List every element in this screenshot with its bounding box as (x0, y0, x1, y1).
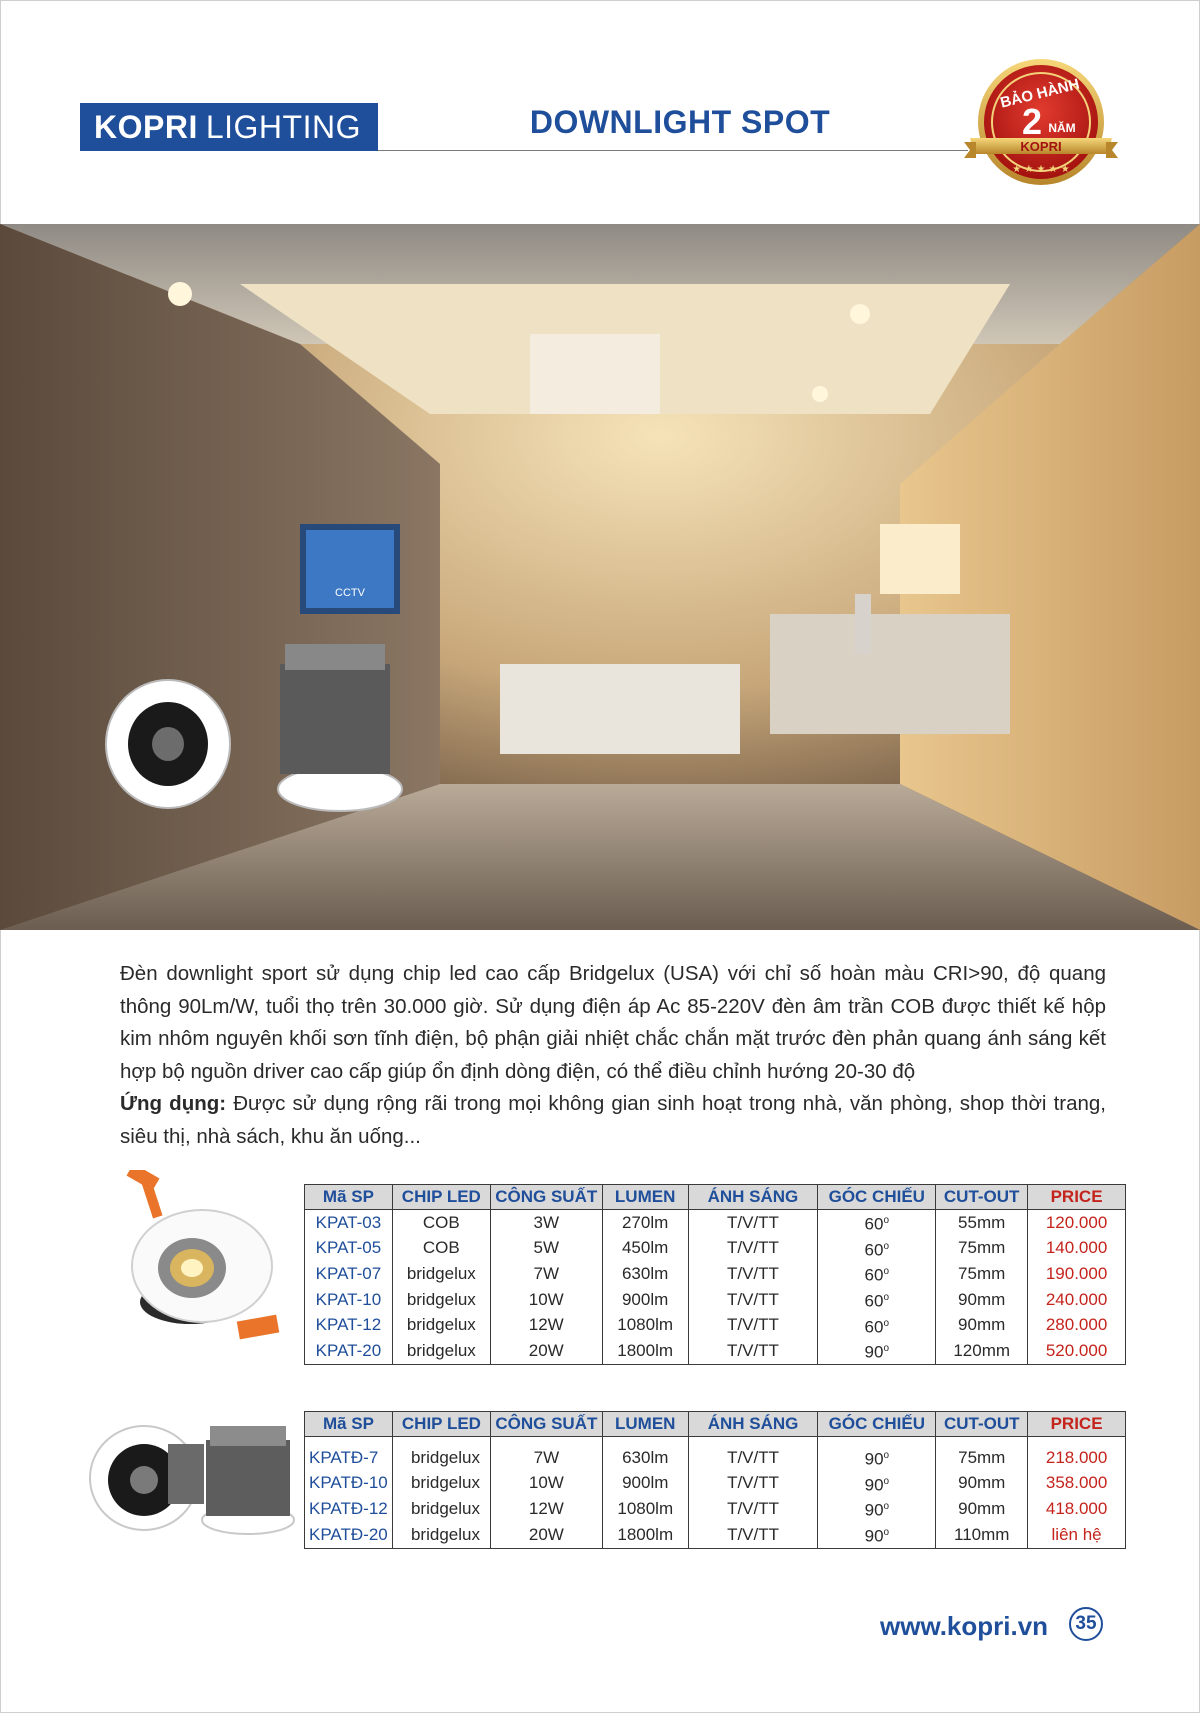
badge-brand: KOPRI (1020, 139, 1062, 154)
beam-angle-cell (818, 1496, 936, 1522)
header-cong-suat: CÔNG SUẤT (490, 1185, 602, 1210)
degree-symbol: o (883, 1475, 890, 1487)
light-color-cell: T/V/TT (688, 1287, 818, 1313)
product-code-cell: KPAT-05 (315, 1238, 382, 1258)
product-code-cell: KPAT-10 (315, 1289, 382, 1309)
table-row (305, 1236, 1126, 1262)
light-color-cell: T/V/TT (688, 1496, 818, 1522)
chip-led-cell: bridgelux (392, 1338, 490, 1364)
lumen-cell: 1080lm (602, 1313, 688, 1339)
angle-value: 90 (864, 1500, 884, 1520)
beam-angle-cell (818, 1437, 936, 1471)
product-code-cell: KPATĐ-10 (309, 1473, 388, 1493)
header-goc-chieu: GÓC CHIẾU (818, 1185, 936, 1210)
page-number: 35 (1069, 1607, 1103, 1641)
cut-out-cell: 90mm (936, 1287, 1028, 1313)
degree-symbol: o (883, 1240, 890, 1252)
table-row (305, 1313, 1126, 1339)
product-code-cell: KPAT-07 (315, 1264, 382, 1284)
header-lumen: LUMEN (602, 1185, 688, 1210)
price-cell: 240.000 (1028, 1287, 1126, 1313)
degree-symbol: o (883, 1291, 890, 1303)
price-cell: liên hệ (1028, 1522, 1126, 1548)
lumen-cell: 630lm (602, 1261, 688, 1287)
beam-angle-cell (818, 1287, 936, 1313)
cut-out-cell: 75mm (936, 1437, 1028, 1471)
website-link[interactable]: www.kopri.vn (880, 1611, 1049, 1641)
description-paragraph: Đèn downlight sport sử dụng chip led cao cấp Bridgelux (USA) với chỉ số hoàn màu CRI>90, độ quang thông 90Lm/W, tuổi thọ trên 30.000 giờ. Sử dụng điện áp Ac 85-220V đèn âm trần COB được thiết kế hộp kim nhôm nguyên khối sơn tĩnh điện, bộ phận giải nhiệt chắc chắn mặt trước đèn phản quang ánh sáng kết hợp bộ nguồn driver cao cấp giúp ổn định dòng điện, có thể điều chỉnh hướng 20-30 độ (120, 962, 1106, 1083)
lumen-cell: 900lm (602, 1287, 688, 1313)
power-cell: 7W (490, 1261, 602, 1287)
header-ma-sp: Mã SP (305, 1185, 393, 1210)
header-ma-sp: Mã SP (305, 1412, 393, 1437)
light-color-cell: T/V/TT (688, 1338, 818, 1364)
header-chip-led: CHIP LED (392, 1412, 490, 1437)
product-code-cell: KPAT-12 (315, 1315, 382, 1335)
price-cell: 520.000 (1028, 1338, 1126, 1364)
price-cell: 418.000 (1028, 1496, 1126, 1522)
header-cut-out: CUT-OUT (936, 1185, 1028, 1210)
price-cell: 218.000 (1028, 1437, 1126, 1471)
badge-unit: NĂM (1048, 121, 1076, 135)
chip-led-cell: bridgelux (392, 1496, 490, 1522)
angle-value: 60 (864, 1265, 884, 1285)
degree-symbol: o (883, 1317, 890, 1329)
power-cell: 20W (490, 1522, 602, 1548)
light-color-cell: T/V/TT (688, 1437, 818, 1471)
power-cell: 12W (490, 1313, 602, 1339)
power-cell: 20W (490, 1338, 602, 1364)
price-cell: 280.000 (1028, 1313, 1126, 1339)
power-cell: 12W (490, 1496, 602, 1522)
beam-angle-cell (818, 1210, 936, 1236)
spec-table-kpatd (304, 1411, 1126, 1549)
header-goc-chieu: GÓC CHIẾU (818, 1412, 936, 1437)
price-cell: 120.000 (1028, 1210, 1126, 1236)
light-color-cell: T/V/TT (688, 1236, 818, 1262)
beam-angle-cell (818, 1338, 936, 1364)
chip-led-cell: bridgelux (392, 1437, 490, 1471)
cut-out-cell: 75mm (936, 1261, 1028, 1287)
lumen-cell: 1800lm (602, 1338, 688, 1364)
lumen-cell: 1080lm (602, 1496, 688, 1522)
application-label: Ứng dụng: (120, 1092, 227, 1115)
chip-led-cell: bridgelux (392, 1287, 490, 1313)
lumen-cell: 450lm (602, 1236, 688, 1262)
cut-out-cell: 90mm (936, 1313, 1028, 1339)
cut-out-cell: 120mm (936, 1338, 1028, 1364)
table-row (305, 1496, 1126, 1522)
beam-angle-cell (818, 1522, 936, 1548)
table-header-row (305, 1412, 1126, 1437)
badge-line1: BẢO HÀNH (998, 75, 1082, 112)
page-title: DOWNLIGHT SPOT (529, 104, 831, 140)
beam-angle-cell (818, 1471, 936, 1497)
brand-bold: KOPRI (94, 108, 198, 145)
table-header-row (305, 1185, 1126, 1210)
cut-out-cell: 90mm (936, 1471, 1028, 1497)
degree-symbol: o (883, 1266, 890, 1278)
chip-led-cell: COB (392, 1210, 490, 1236)
beam-angle-cell (818, 1313, 936, 1339)
product-code-cell: KPATĐ-12 (309, 1499, 388, 1519)
brand-logo (80, 103, 378, 151)
warranty-badge (962, 58, 1120, 192)
price-cell: 140.000 (1028, 1236, 1126, 1262)
angle-value: 60 (864, 1291, 884, 1311)
degree-symbol: o (883, 1450, 890, 1461)
table-row (305, 1287, 1126, 1313)
table-row (305, 1210, 1126, 1236)
price-cell: 190.000 (1028, 1261, 1126, 1287)
header-lumen: LUMEN (602, 1412, 688, 1437)
chip-led-cell: bridgelux (392, 1261, 490, 1287)
chip-led-cell: COB (392, 1236, 490, 1262)
power-cell: 10W (490, 1471, 602, 1497)
degree-symbol: o (883, 1343, 890, 1355)
angle-value: 90 (864, 1526, 884, 1546)
lumen-cell: 270lm (602, 1210, 688, 1236)
table-row (305, 1338, 1126, 1364)
brand-light: LIGHTING (205, 108, 361, 145)
table-row (305, 1522, 1126, 1548)
angle-value: 90 (864, 1449, 884, 1469)
cut-out-cell: 90mm (936, 1496, 1028, 1522)
product-description (120, 958, 1106, 1153)
header-price: PRICE (1028, 1185, 1126, 1210)
cut-out-cell: 75mm (936, 1236, 1028, 1262)
cut-out-cell: 55mm (936, 1210, 1028, 1236)
angle-value: 60 (864, 1317, 884, 1337)
light-color-cell: T/V/TT (688, 1210, 818, 1236)
lumen-cell: 900lm (602, 1471, 688, 1497)
product-code-cell: KPAT-03 (315, 1212, 382, 1232)
header-anh-sang: ÁNH SÁNG (688, 1412, 818, 1437)
degree-symbol: o (883, 1215, 890, 1226)
chip-led-cell: bridgelux (392, 1313, 490, 1339)
header-cut-out: CUT-OUT (936, 1412, 1028, 1437)
badge-number: 2 (1021, 101, 1043, 142)
beam-angle-cell (818, 1236, 936, 1262)
power-cell: 10W (490, 1287, 602, 1313)
product-image-kpat (120, 1170, 290, 1352)
angle-value: 90 (864, 1342, 884, 1362)
light-color-cell: T/V/TT (688, 1313, 818, 1339)
beam-angle-cell (818, 1261, 936, 1287)
lumen-cell: 1800lm (602, 1522, 688, 1548)
header-cong-suat: CÔNG SUẤT (490, 1412, 602, 1437)
degree-symbol: o (883, 1501, 890, 1513)
power-cell: 5W (490, 1236, 602, 1262)
light-color-cell: T/V/TT (688, 1261, 818, 1287)
cut-out-cell: 110mm (936, 1522, 1028, 1548)
header-anh-sang: ÁNH SÁNG (688, 1185, 818, 1210)
power-cell: 3W (490, 1210, 602, 1236)
product-image-kpatd (86, 1418, 296, 1538)
angle-value: 90 (864, 1475, 884, 1495)
hero-room-image (0, 224, 1200, 930)
badge-stars: ★ ★ ★ ★ ★ (1012, 164, 1070, 175)
header-price: PRICE (1028, 1412, 1126, 1437)
chip-led-cell: bridgelux (392, 1522, 490, 1548)
light-color-cell: T/V/TT (688, 1471, 818, 1497)
tv-logo: CCTV (335, 587, 365, 599)
product-code-cell: KPATĐ-7 (309, 1447, 379, 1467)
degree-symbol: o (883, 1526, 890, 1538)
power-cell: 7W (490, 1437, 602, 1471)
product-code-cell: KPAT-20 (315, 1341, 382, 1361)
table-row (305, 1261, 1126, 1287)
header-rule (378, 150, 968, 151)
application-text: Được sử dụng rộng rãi trong mọi không gian sinh hoạt trong nhà, văn phòng, shop thời trang, siêu thị, nhà sách, khu ăn uống... (120, 1092, 1106, 1148)
chip-led-cell: bridgelux (392, 1471, 490, 1497)
header-chip-led: CHIP LED (392, 1185, 490, 1210)
lumen-cell: 630lm (602, 1437, 688, 1471)
table-row (305, 1471, 1126, 1497)
angle-value: 60 (864, 1240, 884, 1260)
product-code-cell: KPATĐ-20 (309, 1524, 388, 1544)
spec-table-kpat (304, 1184, 1126, 1365)
light-color-cell: T/V/TT (688, 1522, 818, 1548)
table-row (305, 1437, 1126, 1471)
angle-value: 60 (864, 1214, 884, 1234)
price-cell: 358.000 (1028, 1471, 1126, 1497)
application-paragraph (120, 1088, 1106, 1153)
